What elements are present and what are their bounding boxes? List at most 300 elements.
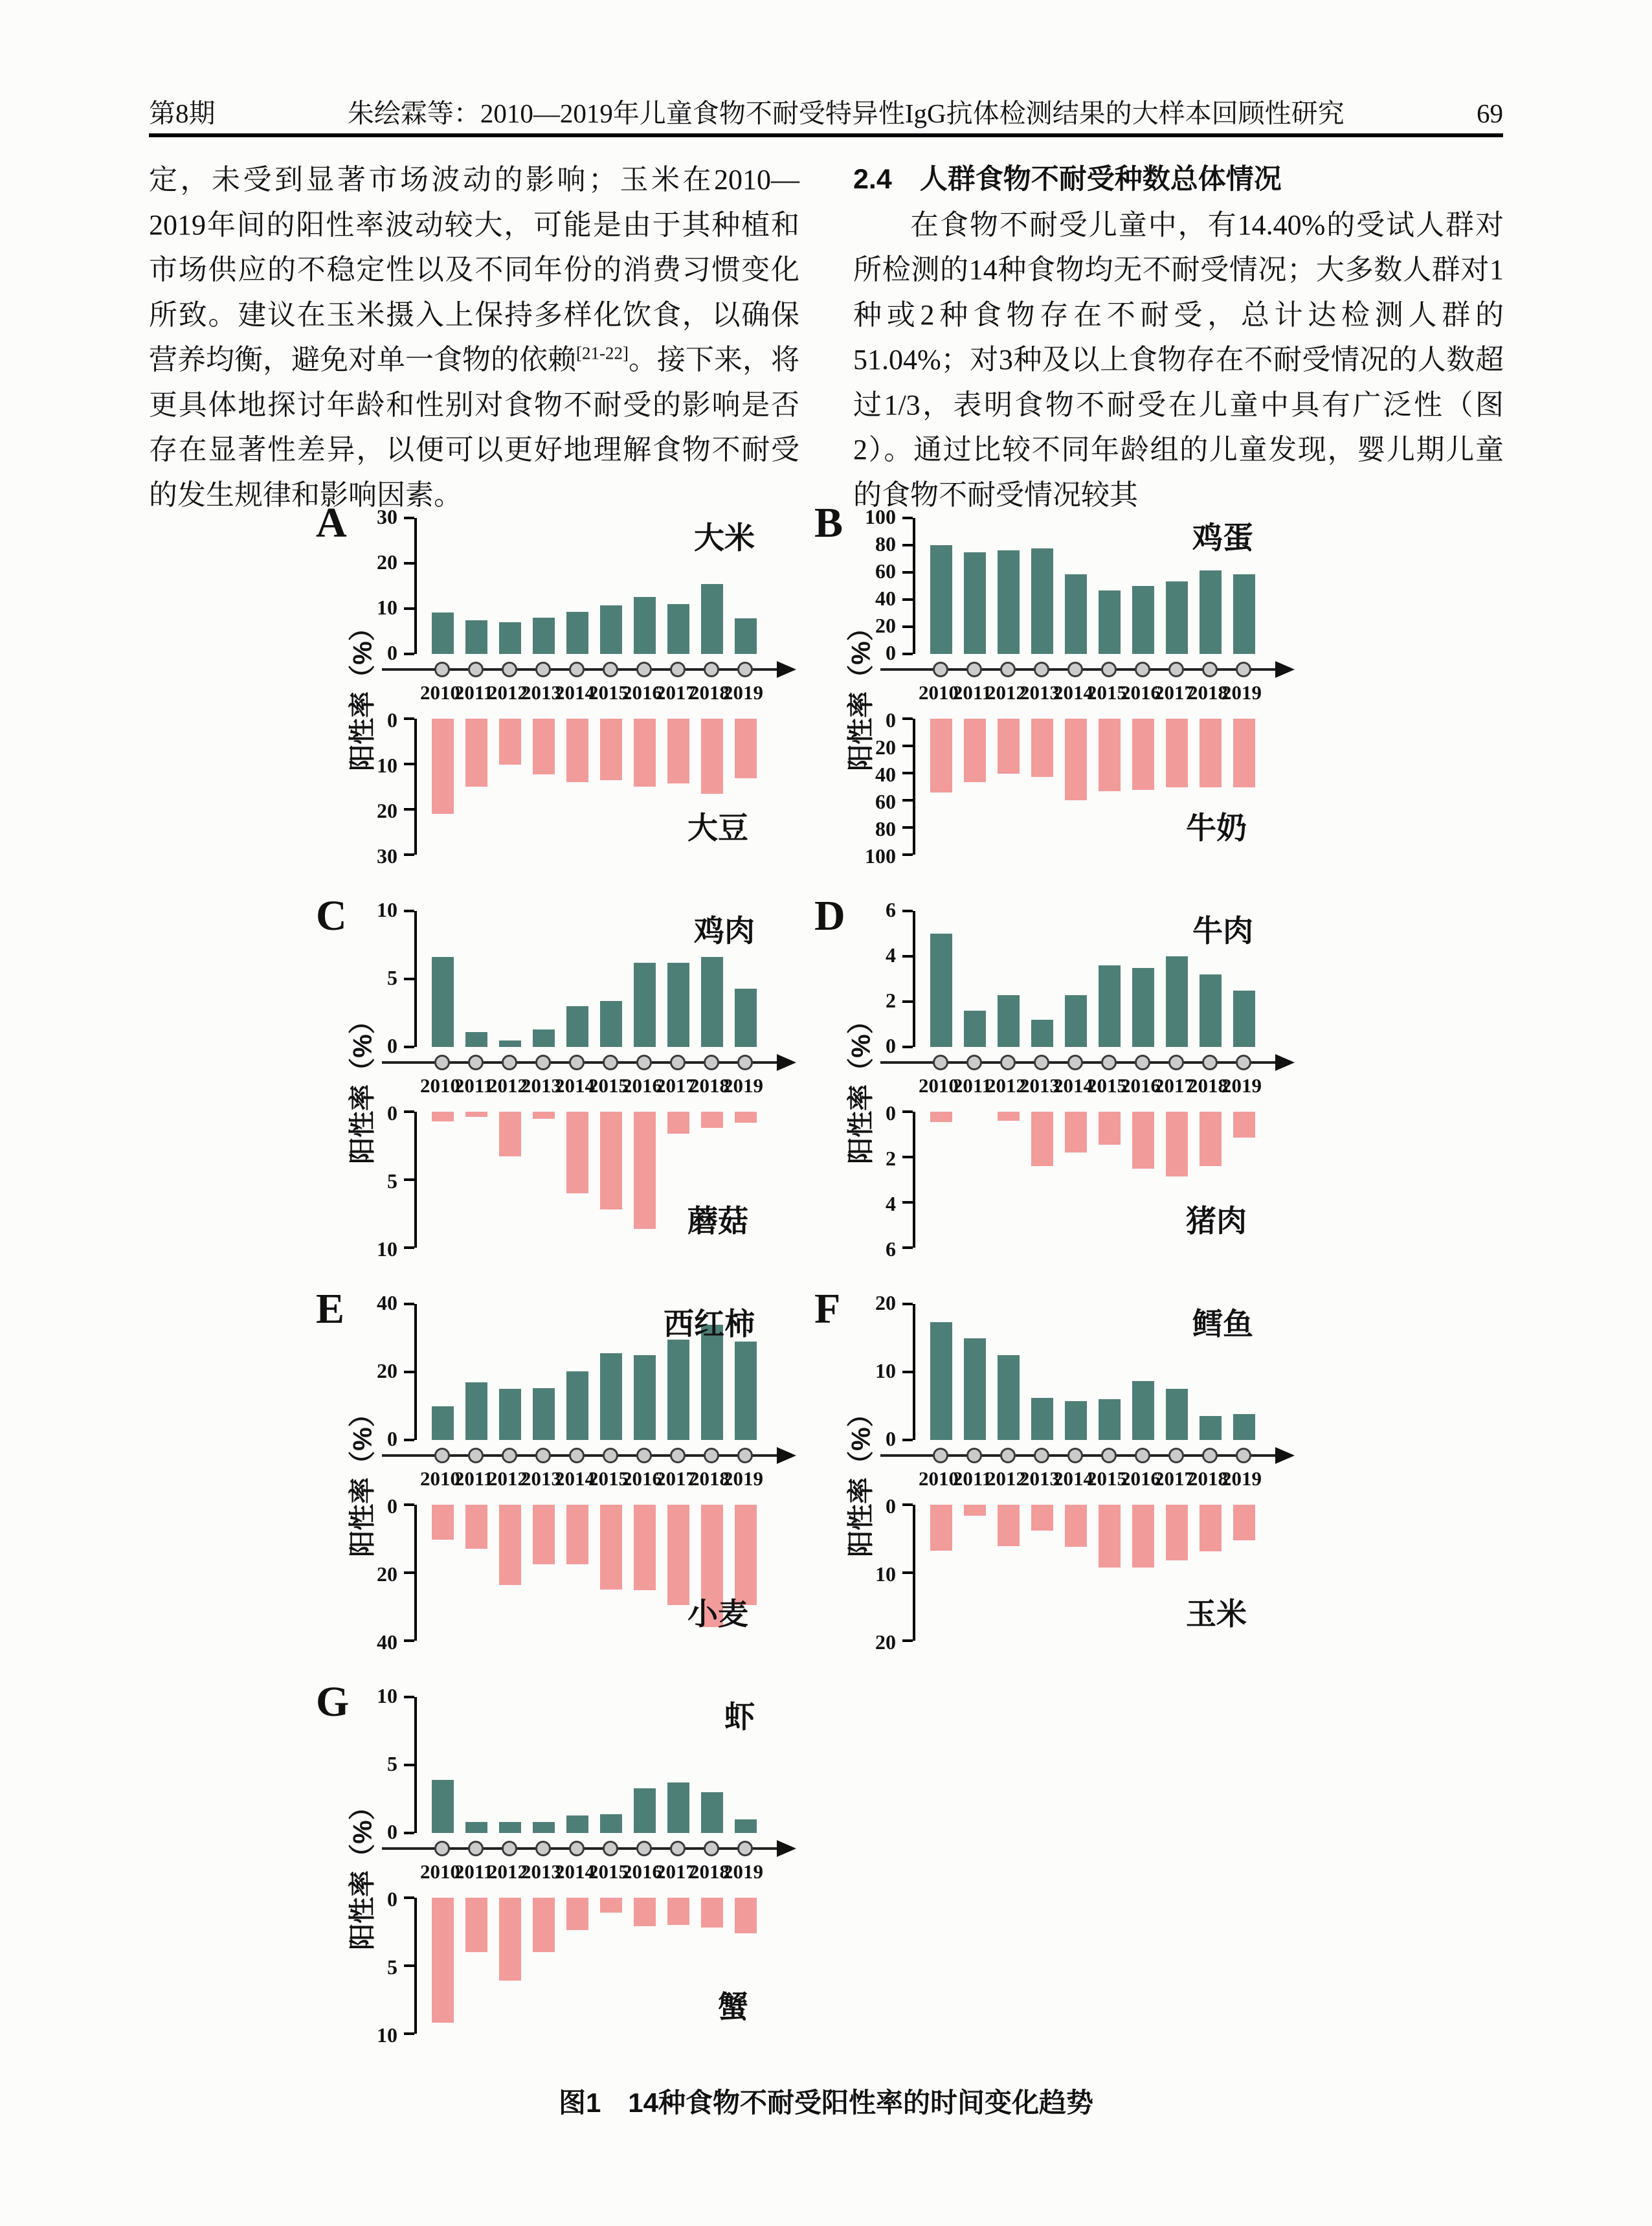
axis-tick-label: 0 [886, 1034, 896, 1057]
year-label: 2018 [689, 1860, 730, 1883]
year-label: 2010 [919, 1074, 959, 1097]
year-label: 2013 [521, 1860, 561, 1883]
year-label: 2018 [689, 681, 730, 704]
year-marker-icon [1101, 662, 1117, 677]
bar-大米-2010 [432, 613, 454, 654]
year-label: 2010 [919, 681, 959, 704]
bar-虾-2011 [465, 1822, 487, 1833]
axis-tick-label: 0 [886, 1101, 896, 1125]
axis-tick-label: 20 [875, 1291, 896, 1314]
axis-tick [902, 853, 913, 856]
year-marker-icon [434, 1448, 450, 1463]
axis-tick [404, 1964, 414, 1967]
y-axis-title: 阳性率（%） [347, 1007, 377, 1164]
bar-neg-牛奶-2010 [930, 719, 952, 793]
bar-neg-蘑菇-2014 [566, 1112, 588, 1193]
y-axis-title: 阳性率（%） [347, 1793, 377, 1950]
year-label: 2014 [1053, 1467, 1093, 1490]
figure-caption: 图1 14种食物不耐受阳性率的时间变化趋势 [558, 2087, 1094, 2118]
year-label: 2016 [1121, 1467, 1161, 1490]
bar-西红柿-2013 [533, 1388, 555, 1440]
bar-鳕鱼-2018 [1200, 1416, 1222, 1440]
axis-tick [404, 1896, 414, 1899]
axis-tick [902, 1110, 913, 1113]
axis-tick-label: 40 [875, 763, 896, 786]
bar-牛肉-2014 [1065, 995, 1087, 1048]
left-paragraph [149, 157, 799, 517]
bar-neg-大豆-2012 [499, 719, 521, 765]
bar-neg-猪肉-2014 [1065, 1112, 1087, 1152]
bar-neg-大豆-2010 [432, 719, 454, 814]
time-axis [382, 1061, 796, 1107]
axis-tick [404, 1439, 414, 1441]
bar-neg-蟹-2015 [600, 1898, 622, 1913]
time-axis [880, 1061, 1295, 1107]
series-label-虾: 虾 [724, 1700, 755, 1734]
bar-大米-2017 [667, 604, 689, 654]
year-marker-icon [535, 1448, 551, 1463]
year-marker-icon [1135, 662, 1150, 677]
bar-neg-蘑菇-2019 [735, 1112, 757, 1123]
axis-tick [404, 1764, 414, 1766]
bar-neg-大豆-2016 [634, 719, 656, 787]
axis-tick-label: 20 [377, 1562, 397, 1586]
bar-neg-小麦-2015 [600, 1505, 622, 1590]
year-marker-icon [434, 662, 450, 677]
axis-tick [902, 1371, 913, 1373]
year-marker-icon [1202, 1055, 1218, 1070]
axis-tick-label: 4 [886, 1192, 896, 1215]
bar-大米-2014 [566, 612, 588, 654]
year-label: 2015 [588, 681, 629, 704]
axis-tick-label: 0 [886, 1427, 896, 1450]
bar-neg-牛奶-2018 [1200, 719, 1222, 787]
axis-tick [404, 607, 414, 610]
bar-大米-2012 [499, 622, 521, 654]
series-label-大豆: 大豆 [687, 811, 748, 845]
panel-letter: E [316, 1285, 345, 1332]
bar-西红柿-2017 [667, 1340, 689, 1440]
bar-neg-小麦-2010 [432, 1505, 454, 1540]
year-label: 2015 [1087, 1074, 1127, 1097]
axis-tick [404, 717, 414, 720]
y-axis-title: 阳性率（%） [347, 614, 377, 771]
year-marker-icon [1034, 1448, 1049, 1463]
axis-tick [404, 1303, 414, 1305]
bar-虾-2016 [634, 1788, 656, 1833]
bar-鳕鱼-2010 [930, 1322, 952, 1440]
running-title: 朱绘霖等：2010—2019年儿童食物不耐受特异性IgG抗体检测结果的大样本回顾性研究 [347, 98, 1345, 128]
bar-鸡蛋-2016 [1132, 586, 1154, 654]
year-label: 2012 [487, 1074, 528, 1097]
bar-neg-玉米-2013 [1031, 1505, 1053, 1531]
bar-西红柿-2010 [432, 1406, 454, 1441]
series-label-鳕鱼: 鳕鱼 [1192, 1307, 1253, 1341]
axis-tick [902, 1571, 913, 1574]
time-axis [382, 1847, 796, 1893]
year-marker-icon [704, 1841, 719, 1856]
bar-大米-2015 [600, 605, 622, 654]
year-label: 2018 [689, 1074, 730, 1097]
axis-tick-label: 100 [865, 844, 896, 868]
panel-letter: D [814, 892, 845, 939]
bar-neg-蟹-2011 [465, 1898, 487, 1952]
arrow-icon [1275, 1054, 1295, 1071]
axis-tick-label: 0 [387, 708, 397, 732]
axis-tick-label: 2 [886, 1147, 896, 1170]
bar-neg-猪肉-2016 [1132, 1112, 1154, 1169]
axis-tick-label: 10 [377, 1684, 397, 1707]
axis-tick-label: 0 [886, 708, 896, 732]
year-marker-icon [1067, 662, 1083, 677]
bar-neg-蟹-2016 [634, 1898, 656, 1926]
series-label-蘑菇: 蘑菇 [687, 1204, 748, 1238]
year-label: 2010 [919, 1467, 959, 1490]
axis-tick [404, 763, 414, 765]
bar-neg-牛奶-2013 [1031, 719, 1053, 777]
year-label: 2015 [588, 1467, 629, 1490]
axis-tick-label: 0 [886, 1494, 896, 1518]
bar-鸡肉-2013 [533, 1029, 555, 1047]
bar-neg-玉米-2019 [1233, 1505, 1255, 1540]
year-label: 2013 [521, 1074, 561, 1097]
year-marker-icon [737, 1448, 753, 1463]
axis-tick-label: 20 [875, 736, 896, 759]
axis-tick-label: 80 [875, 532, 896, 556]
bar-neg-大豆-2011 [465, 719, 487, 787]
year-marker-icon [966, 1055, 982, 1070]
y-axis-title: 阳性率（%） [347, 1400, 377, 1557]
bar-鳕鱼-2014 [1065, 1401, 1087, 1440]
year-label: 2010 [420, 1074, 460, 1097]
year-marker-icon [468, 662, 484, 677]
year-marker-icon [1000, 1055, 1016, 1070]
bar-neg-蘑菇-2013 [533, 1112, 555, 1119]
year-label: 2010 [420, 1860, 460, 1883]
bar-鳕鱼-2012 [998, 1355, 1020, 1440]
bottom-plot-G [377, 1887, 760, 2047]
panel-letter: G [316, 1678, 350, 1726]
bar-鸡肉-2011 [465, 1032, 487, 1047]
bar-鳕鱼-2011 [964, 1338, 986, 1441]
year-marker-icon [1168, 1055, 1184, 1070]
axis-tick [902, 1201, 913, 1204]
axis-tick [404, 1371, 414, 1373]
year-label: 2019 [723, 1467, 763, 1490]
arrow-icon [1275, 1447, 1295, 1464]
bar-鸡蛋-2015 [1099, 590, 1121, 654]
year-marker-icon [1101, 1448, 1117, 1463]
year-label: 2019 [1222, 681, 1262, 704]
page-header [149, 92, 1503, 130]
year-marker-icon [670, 662, 686, 677]
year-marker-icon [1000, 1448, 1016, 1463]
year-marker-icon [603, 1841, 618, 1856]
bar-neg-大豆-2019 [735, 719, 757, 778]
year-marker-icon [535, 662, 551, 677]
bar-neg-玉米-2015 [1099, 1505, 1121, 1568]
bar-大米-2019 [735, 618, 757, 654]
year-marker-icon [966, 1448, 982, 1463]
axis-tick-label: 0 [387, 641, 397, 664]
year-label: 2013 [521, 1467, 561, 1490]
year-marker-icon [468, 1448, 484, 1463]
bar-鳕鱼-2015 [1099, 1399, 1121, 1440]
axis-tick [902, 772, 913, 774]
axis-tick-label: 5 [387, 1752, 397, 1775]
bar-虾-2014 [566, 1816, 588, 1833]
axis-tick [902, 625, 913, 628]
bottom-plot-A [377, 708, 760, 868]
year-label: 2019 [723, 1860, 763, 1883]
bottom-plot-C [377, 1101, 760, 1261]
axis-tick [902, 745, 913, 747]
year-marker-icon [468, 1055, 484, 1070]
axis-tick-label: 80 [875, 817, 896, 840]
axis-tick [404, 1639, 414, 1642]
axis-tick-label: 2 [886, 989, 896, 1012]
bar-牛肉-2013 [1031, 1020, 1053, 1047]
axis-tick-label: 6 [886, 898, 896, 921]
bar-neg-蘑菇-2011 [465, 1112, 487, 1117]
bar-neg-蟹-2018 [701, 1898, 723, 1928]
bottom-plot-B [865, 708, 1258, 868]
bar-neg-牛奶-2015 [1099, 719, 1121, 791]
axis-tick-label: 10 [377, 754, 397, 777]
year-marker-icon [1202, 662, 1218, 677]
bar-neg-猪肉-2019 [1233, 1112, 1255, 1138]
left-paragraph-text-2: 。接下来，将更具体地探讨年龄和性别对食物不耐受的影响是否存在显著性差异，以便可以更好地理解食物不耐受的发生规律和影响因素。 [149, 344, 800, 511]
year-marker-icon [1034, 662, 1049, 677]
axis-tick [902, 1439, 913, 1441]
axis-tick-label: 0 [387, 1494, 397, 1518]
bar-neg-蟹-2010 [432, 1898, 454, 2023]
bar-neg-猪肉-2010 [930, 1112, 952, 1122]
year-label: 2016 [1121, 1074, 1161, 1097]
axis-tick [902, 1639, 913, 1642]
axis-tick [404, 653, 414, 655]
y-axis-title: 阳性率（%） [845, 1007, 876, 1164]
bar-虾-2018 [701, 1792, 723, 1833]
bar-虾-2010 [432, 1780, 454, 1833]
bar-鸡肉-2019 [735, 989, 757, 1047]
axis-tick [404, 517, 414, 519]
year-marker-icon [1168, 662, 1184, 677]
year-marker-icon [1067, 1448, 1083, 1463]
series-label-鸡蛋: 鸡蛋 [1192, 521, 1253, 555]
year-marker-icon [737, 1841, 753, 1856]
bar-虾-2015 [600, 1814, 622, 1833]
bar-neg-玉米-2012 [998, 1505, 1020, 1546]
arrow-icon [1275, 661, 1295, 678]
year-marker-icon [1135, 1055, 1150, 1070]
axis-tick-label: 30 [377, 844, 397, 868]
bar-neg-小麦-2012 [499, 1505, 521, 1585]
year-marker-icon [933, 1448, 948, 1463]
axis-tick [902, 1246, 913, 1249]
year-marker-icon [1101, 1055, 1117, 1070]
year-marker-icon [502, 1448, 517, 1463]
year-marker-icon [933, 1055, 948, 1070]
year-marker-icon [1202, 1448, 1218, 1463]
bar-西红柿-2011 [465, 1382, 487, 1440]
year-marker-icon [636, 1841, 652, 1856]
panel-letter: A [316, 499, 347, 546]
bar-neg-大豆-2015 [600, 719, 622, 780]
axis-tick-label: 30 [377, 505, 397, 528]
arrow-icon [777, 1447, 796, 1464]
bar-neg-玉米-2018 [1200, 1505, 1222, 1551]
top-plot-C [377, 898, 760, 1057]
year-label: 2017 [656, 1467, 696, 1490]
year-label: 2011 [454, 1467, 494, 1490]
axis-tick [902, 1000, 913, 1003]
axis-tick-label: 10 [377, 596, 397, 619]
bar-neg-猪肉-2017 [1166, 1112, 1188, 1176]
axis-tick [902, 571, 913, 574]
bar-neg-大豆-2018 [701, 719, 723, 794]
year-label: 2012 [487, 1467, 528, 1490]
year-label: 2016 [1121, 681, 1161, 704]
bar-neg-猪肉-2018 [1200, 1112, 1222, 1166]
bar-大米-2011 [465, 620, 487, 655]
top-plot-B [865, 505, 1258, 664]
axis-tick [404, 1696, 414, 1698]
year-label: 2017 [1154, 681, 1194, 704]
bar-鸡肉-2010 [432, 957, 454, 1047]
bar-大米-2013 [533, 618, 555, 654]
bar-neg-玉米-2011 [964, 1505, 986, 1516]
year-label: 2013 [521, 681, 561, 704]
year-label: 2015 [1087, 681, 1127, 704]
year-label: 2011 [952, 1467, 992, 1490]
bar-neg-猪肉-2012 [998, 1112, 1020, 1121]
year-marker-icon [468, 1841, 484, 1856]
year-label: 2017 [656, 1074, 696, 1097]
year-marker-icon [569, 1055, 585, 1070]
series-label-西红柿: 西红柿 [664, 1307, 755, 1341]
year-marker-icon [704, 1448, 719, 1463]
axis-tick [404, 1571, 414, 1574]
top-plot-E [377, 1291, 760, 1450]
axis-tick-label: 20 [377, 550, 397, 574]
bar-鳕鱼-2013 [1031, 1398, 1053, 1440]
year-label: 2014 [555, 1467, 595, 1490]
bar-neg-蘑菇-2010 [432, 1112, 454, 1121]
panel-C [298, 892, 790, 1280]
bar-鸡蛋-2011 [964, 552, 986, 655]
year-label: 2011 [952, 1074, 992, 1097]
year-label: 2013 [1020, 1467, 1060, 1490]
bar-虾-2012 [499, 1822, 521, 1833]
bar-鸡蛋-2019 [1233, 574, 1255, 654]
year-label: 2011 [952, 681, 992, 704]
bar-neg-玉米-2017 [1166, 1505, 1188, 1560]
year-label: 2012 [986, 681, 1026, 704]
axis-tick [404, 1110, 414, 1113]
panel-E [298, 1285, 790, 1673]
axis-tick [404, 1046, 414, 1048]
figure-panels [285, 492, 1372, 2091]
bar-鸡蛋-2014 [1065, 574, 1087, 654]
year-label: 2012 [487, 1860, 528, 1883]
bar-neg-蟹-2019 [735, 1898, 757, 1933]
axis-tick [404, 978, 414, 980]
bottom-plot-D [886, 1101, 1258, 1261]
axis-tick-label: 10 [875, 1562, 896, 1586]
year-label: 2014 [1053, 681, 1093, 704]
bar-neg-牛奶-2014 [1065, 719, 1087, 800]
year-label: 2018 [1188, 681, 1228, 704]
section-heading: 2.4 人群食物不耐受种数总体情况 [853, 164, 1282, 195]
axis-tick-label: 60 [875, 790, 896, 813]
year-label: 2018 [1188, 1074, 1228, 1097]
year-marker-icon [434, 1055, 450, 1070]
year-label: 2016 [622, 1074, 662, 1097]
bar-大米-2018 [701, 584, 723, 655]
axis-tick-label: 10 [377, 898, 397, 921]
series-label-牛肉: 牛肉 [1192, 914, 1253, 948]
axis-tick-label: 10 [377, 2023, 397, 2047]
axis-tick [902, 1503, 913, 1506]
year-marker-icon [603, 1055, 618, 1070]
year-label: 2010 [420, 681, 460, 704]
year-label: 2015 [1087, 1467, 1127, 1490]
bar-neg-牛奶-2019 [1233, 719, 1255, 787]
year-marker-icon [636, 1055, 652, 1070]
panel-G [298, 1678, 790, 2066]
panel-F [796, 1285, 1288, 1673]
bar-neg-小麦-2014 [566, 1505, 588, 1564]
bar-鳕鱼-2019 [1233, 1414, 1255, 1440]
axis-tick [902, 910, 913, 912]
year-label: 2011 [454, 681, 494, 704]
bar-牛肉-2015 [1099, 965, 1121, 1047]
year-label: 2018 [689, 1467, 730, 1490]
axis-tick-label: 0 [387, 1101, 397, 1125]
axis-tick-label: 20 [377, 799, 397, 822]
year-label: 2012 [986, 1467, 1026, 1490]
bar-neg-牛奶-2016 [1132, 719, 1154, 790]
bar-neg-蘑菇-2015 [600, 1112, 622, 1209]
year-marker-icon [704, 1055, 719, 1070]
bar-neg-小麦-2017 [667, 1505, 689, 1605]
axis-tick [902, 1303, 913, 1305]
right-text-column [853, 157, 1504, 517]
year-marker-icon [1236, 1055, 1251, 1070]
year-marker-icon [535, 1055, 551, 1070]
bar-neg-小麦-2011 [465, 1505, 487, 1549]
year-marker-icon [1135, 1448, 1150, 1463]
series-label-鸡肉: 鸡肉 [694, 914, 755, 948]
axis-tick [404, 2032, 414, 2035]
year-marker-icon [1000, 662, 1016, 677]
bar-neg-牛奶-2011 [964, 719, 986, 782]
year-label: 2013 [1020, 681, 1060, 704]
header-rule [149, 133, 1503, 137]
year-marker-icon [670, 1055, 686, 1070]
bar-neg-蟹-2014 [566, 1898, 588, 1930]
series-label-大米: 大米 [694, 521, 755, 555]
time-axis [382, 668, 796, 714]
bar-neg-牛奶-2012 [998, 719, 1020, 774]
bar-虾-2013 [533, 1822, 555, 1833]
arrow-icon [777, 1054, 796, 1071]
top-plot-A [377, 505, 760, 664]
bar-neg-蟹-2012 [499, 1898, 521, 1981]
axis-tick-label: 40 [875, 587, 896, 610]
year-marker-icon [1067, 1055, 1083, 1070]
